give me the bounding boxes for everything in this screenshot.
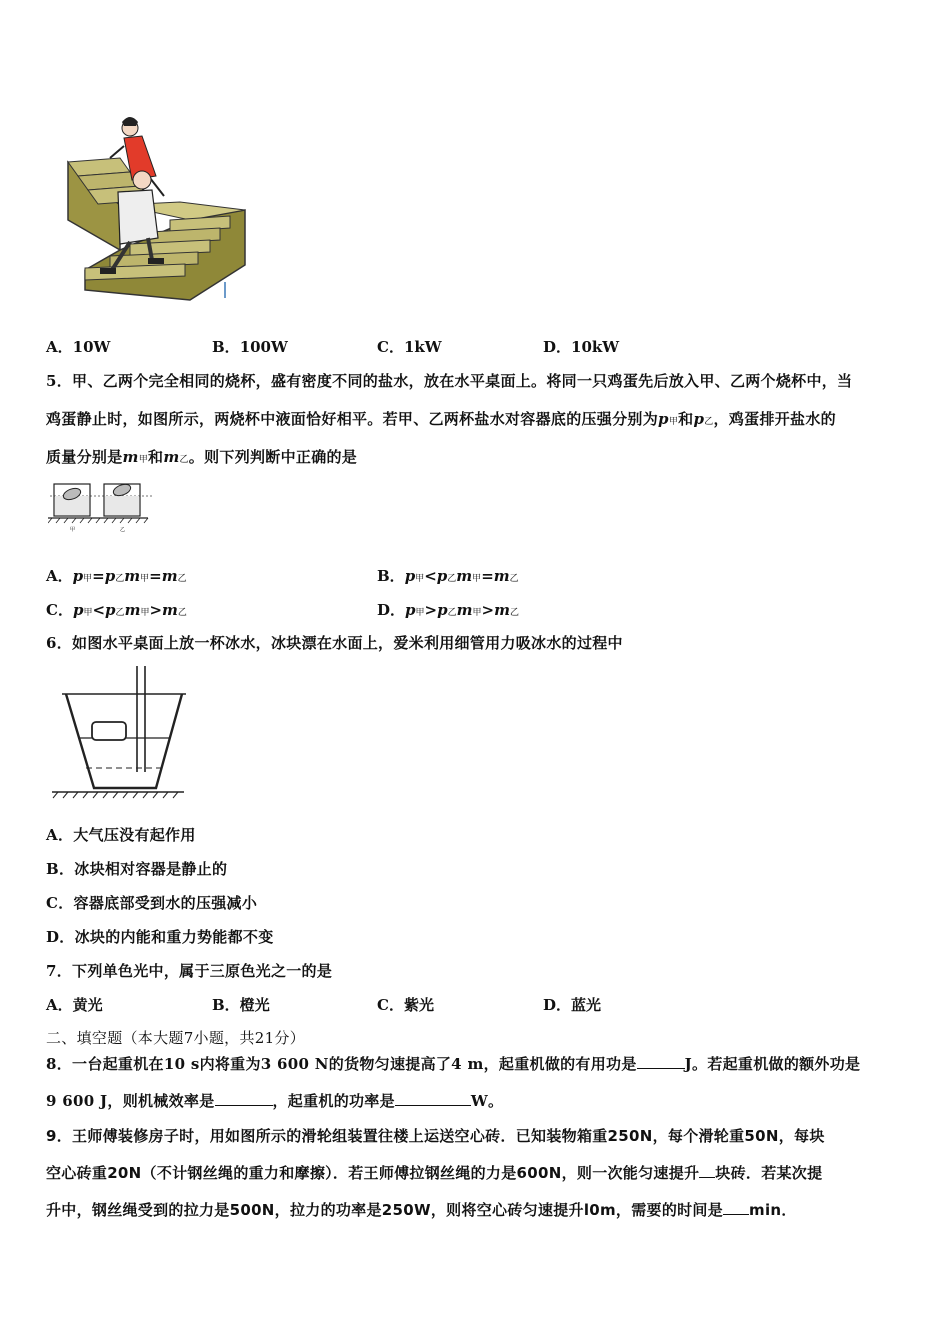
q4-option-a[interactable]: A．10W: [46, 338, 111, 356]
beaker-label-jia: 甲: [70, 527, 76, 532]
q6-option-c[interactable]: C．容器底部受到水的压强减小: [46, 894, 258, 912]
beaker-label-yi: 乙: [120, 527, 126, 532]
q7-option-a[interactable]: A．黄光: [46, 996, 103, 1014]
q5-option-b[interactable]: B．p甲<p乙m甲=m乙: [377, 567, 519, 585]
q9-blank-bricks[interactable]: [699, 1165, 715, 1178]
q7-stem: 7．下列单色光中，属于三原色光之一的是: [46, 962, 333, 980]
q7-option-b[interactable]: B．橙光: [212, 996, 270, 1014]
q5-stem-line1: 5．甲、乙两个完全相同的烧杯，盛有密度不同的盐水，放在水平桌面上。将同一只鸡蛋先后放入甲、乙两个烧杯中，当: [46, 372, 853, 390]
q9-line1: 9．王师傅装修房子时，用如图所示的滑轮组装置往楼上运送空心砖．已知装物箱重250N，每个滑轮重50N，每块: [46, 1127, 825, 1145]
q7-option-d[interactable]: D．蓝光: [543, 996, 602, 1014]
q7-option-c[interactable]: C．紫光: [377, 996, 434, 1014]
q5-option-a[interactable]: A．p甲=p乙m甲=m乙: [46, 567, 187, 585]
q5-option-d[interactable]: D．p甲>p乙m甲>m乙: [377, 601, 519, 619]
q8-line1: 8．一台起重机在10 s内将重为3 600 N的货物匀速提高了4 m，起重机做的有用功是 J。若起重机做的额外功是: [46, 1055, 861, 1073]
q6-option-b[interactable]: B．冰块相对容器是静止的: [46, 860, 228, 878]
q8-blank-efficiency[interactable]: [215, 1093, 273, 1106]
q4-option-b[interactable]: B．100W: [212, 338, 288, 356]
q5-option-c[interactable]: C．p甲<p乙m甲>m乙: [46, 601, 187, 619]
q9-blank-time[interactable]: [723, 1202, 749, 1215]
ice-water-cup-figure: [48, 664, 188, 804]
q6-stem: 6．如图水平桌面上放一杯冰水，冰块漂在水面上，爱米利用细管用力吸冰水的过程中: [46, 634, 623, 652]
beakers-figure: [48, 476, 154, 532]
q8-blank-useful-work[interactable]: [637, 1056, 685, 1069]
q6-option-d[interactable]: D．冰块的内能和重力势能都不变: [46, 928, 274, 946]
q4-option-c[interactable]: C．1kW: [377, 338, 442, 356]
staircase-figure: [60, 110, 255, 305]
section2-title: 二、填空题（本大题7小题，共21分）: [46, 1029, 306, 1047]
q5-stem-line3: 质量分别是m甲和m乙。则下列判断中正确的是: [46, 448, 358, 466]
q4-option-d[interactable]: D．10kW: [543, 338, 620, 356]
q5-stem-line2: 鸡蛋静止时，如图所示，两烧杯中液面恰好相平。若甲、乙两杯盐水对容器底的压强分别为p甲和p乙，鸡蛋排开盐水的: [46, 410, 836, 428]
q8-blank-power[interactable]: [395, 1093, 471, 1106]
q9-line2: 空心砖重20N（不计钢丝绳的重力和摩擦）．若王师傅拉钢丝绳的力是600N，则一次能匀速提升 块砖．若某次提: [46, 1164, 823, 1182]
q6-option-a[interactable]: A．大气压没有起作用: [46, 826, 196, 844]
q9-line3: 升中，钢丝绳受到的拉力是500N，拉力的功率是250W，则将空心砖匀速提升l0m，需要的时间是 min．: [46, 1201, 797, 1219]
q8-line2: 9 600 J，则机械效率是 ，起重机的功率是 W。: [46, 1092, 504, 1110]
